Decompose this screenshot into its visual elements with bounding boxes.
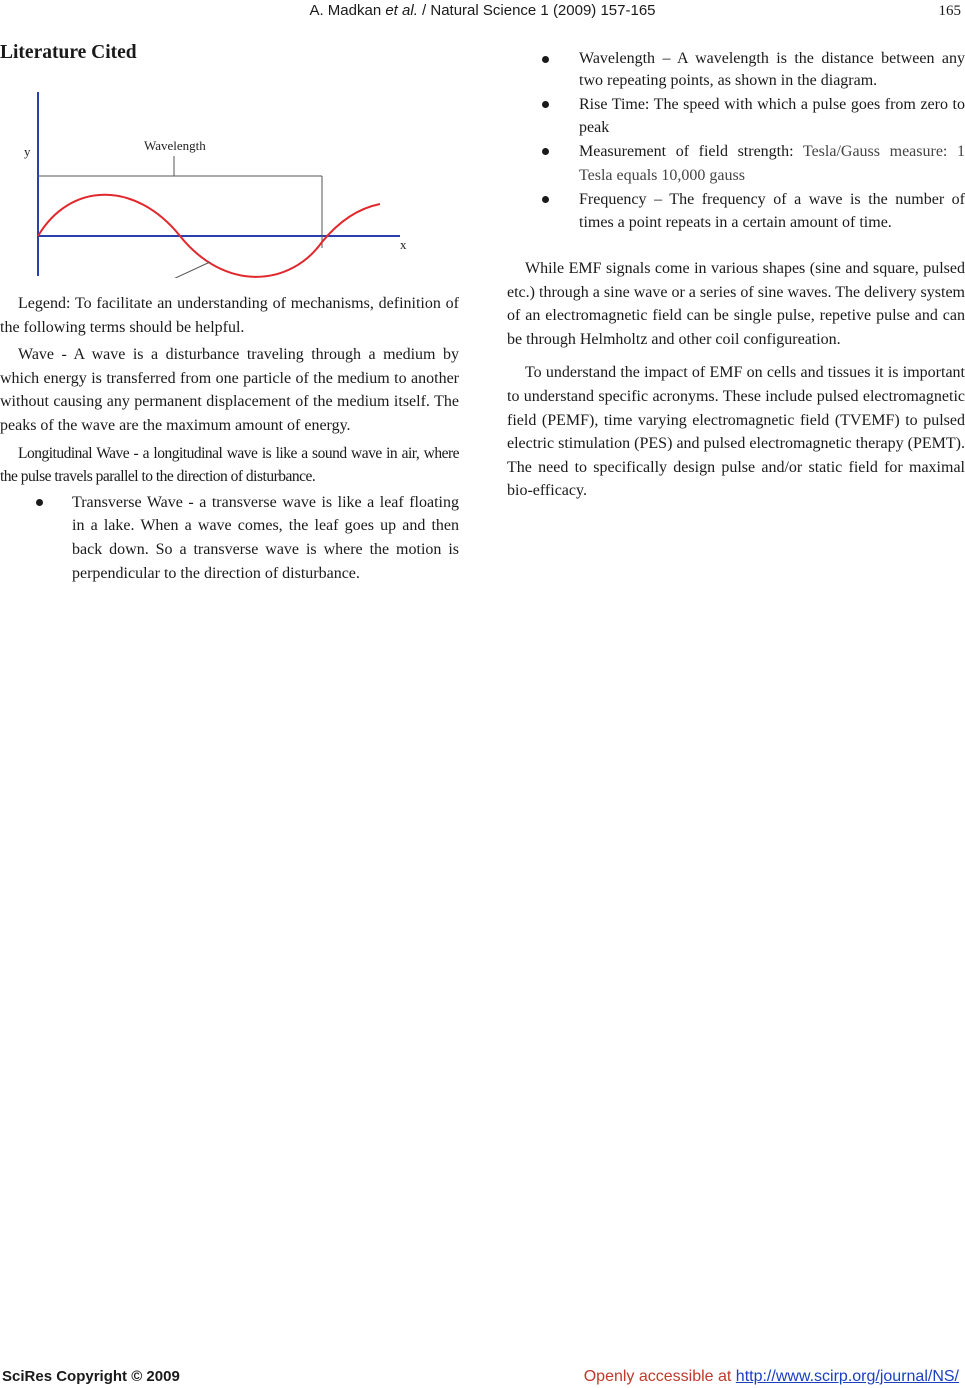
page-number: 165 [938,3,961,19]
bullet-icon [542,56,549,63]
list-item [507,188,965,235]
bullet-text: Wavelength – A wavelength is the distance between any two repeating points, as shown in the diagram. [579,50,965,89]
list-item [507,93,965,140]
acronyms-paragraph: To understand the impact of EMF on cells and tissues it is important to understand specific acronyms. These include pulsed electromagnetic field (PEMF), time varying electromagnetic field (TVEMF) to pulsed electric stimulation (PES) and pulsed electromagnetic therapy (PEMT). The need to specifically design pulse and/or static field for maximal bio-efficacy. [507,364,965,500]
running-head [0,2,965,19]
right-column [507,48,965,503]
open-access-note [584,1368,959,1386]
bullet-text: Measurement of field strength: [579,143,803,161]
page-footer [0,1366,965,1388]
left-column [0,42,459,585]
emf-signals-paragraph: While EMF signals come in various shapes (sine and square, pulsed etc.) through a sine wave or a series of sine waves. The delivery system of an electromagnetic field can be single pulse, repetive pulse and can be through Helmholtz and other coil configureation. [507,260,965,348]
left-bullet-list [0,491,459,585]
bullet-text: Rise Time: The speed with which a pulse goes from zero to peak [579,95,965,137]
legend-paragraph: Legend: To facilitate an understanding of mechanisms, definition of the following terms should be helpful. [0,295,459,336]
page-header [0,2,965,22]
wave-diagram [0,82,425,278]
list-item [507,140,965,187]
longitudinal-wave-definition: Longitudinal Wave - a longitudinal wave is like a sound wave in air, where the pulse travels parallel to the direction of disturbance. [0,444,459,486]
running-head-etal: et al. [385,2,418,19]
copyright: SciRes Copyright © 2009 [2,1368,180,1385]
label-x: x [400,237,407,252]
journal-link[interactable]: http://www.scirp.org/journal/NS/ [735,1368,959,1385]
bullet-icon [36,499,43,506]
running-head-journal: / Natural Science 1 (2009) 157-165 [417,2,656,19]
list-item [0,491,459,585]
right-bullet-list [507,48,965,235]
bullet-icon [542,196,549,203]
bullet-icon [542,101,549,108]
bullet-icon [542,148,549,155]
label-y: y [24,144,31,159]
list-item [507,48,965,92]
bullet-text: Transverse Wave - a transverse wave is like a leaf floating in a lake. When a wave comes, the leaf goes up and then back down. So a transverse wave is where the motion is perpendicular to the direction of disturbance. [72,493,459,582]
bullet-text: Frequency – The frequency of a wave is the number of times a point repeats in a certain amount of time. [579,190,965,232]
label-wavelength: Wavelength [144,138,206,153]
wave-definition: Wave - A wave is a disturbance traveling through a medium by which energy is transferred from one particle of the medium to another without causing any permanent displacement of the medium itself. The peaks of the wave are the maximum amount of energy. [0,346,459,434]
running-head-authors: A. Madkan [309,2,386,19]
wave-diagram-svg [0,82,425,278]
section-title: Literature Cited [0,42,137,63]
open-access-text: Openly accessible at [583,1368,736,1385]
bullet-text-grey: Tesla/Gauss measure: 1 Tesla equals 10,000 gauss [579,143,965,184]
